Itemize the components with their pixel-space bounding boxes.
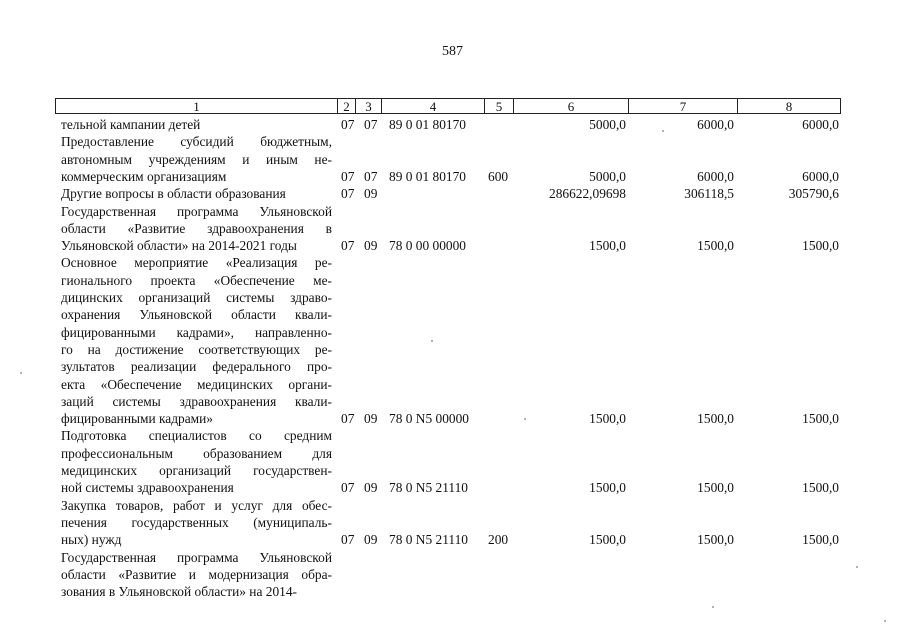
row-description-line: екта «Обеспечение медицинских органи- (61, 376, 332, 392)
cell-c2 (341, 583, 361, 601)
row-description-line: Закупка товаров, работ и услуг для обес- (61, 497, 332, 513)
row-description-line: Основное мероприятие «Реализация ре- (61, 255, 332, 271)
cell-c6: 5000,0 (589, 168, 626, 184)
row-description-line: Предоставление субсидий бюджетным, (61, 134, 332, 150)
cell-c4: 78 0 N5 00000 (389, 411, 469, 427)
cell-c6: 5000,0 (589, 117, 626, 132)
cell-c3: 09 (364, 411, 378, 427)
cell-c7: 1500,0 (697, 411, 734, 427)
cell-c3: 07 (364, 117, 378, 132)
row-description-line: Подготовка специалистов со средним (61, 428, 332, 444)
column-header-3: 3 (355, 98, 382, 114)
cell-c8: 1500,0 (802, 480, 839, 496)
cell-c3: 07 (364, 168, 378, 184)
scan-speck (20, 372, 22, 374)
cell-c6 (520, 583, 626, 601)
cell-c7: 1500,0 (697, 238, 734, 254)
row-description-line: области «Развитие здравоохранения в (61, 220, 332, 236)
cell-c4: 78 0 N5 21110 (389, 480, 468, 496)
cell-c5 (488, 479, 518, 497)
cell-c5 (488, 410, 518, 428)
cell-c2: 07 (341, 168, 355, 184)
cell-c7: 306118,5 (684, 186, 734, 202)
cell-c4 (389, 583, 481, 601)
row-description-line: ных) нужд (61, 532, 122, 548)
row-description-line: Другие вопросы в области образования (61, 186, 286, 202)
cell-c4: 78 0 00 00000 (389, 238, 466, 254)
row-description-line: зультатов реализации федерального про- (61, 359, 332, 375)
scan-speck (431, 340, 433, 342)
cell-c5 (488, 583, 518, 601)
row-description-line: области «Развитие и модернизация обра- (61, 566, 332, 582)
page-number: 587 (442, 44, 463, 59)
scan-speck (856, 566, 858, 568)
row-description-line: фицированными кадрами», направленно- (61, 324, 332, 340)
cell-c2: 07 (341, 411, 355, 427)
cell-c5: 600 (488, 168, 509, 184)
cell-c8: 1500,0 (802, 411, 839, 427)
column-header-5: 5 (484, 98, 514, 114)
cell-c8: 1500,0 (802, 238, 839, 254)
row-description-line: заций системы здравоохранения квали- (61, 393, 332, 409)
cell-c2: 07 (341, 186, 355, 202)
cell-c7: 1500,0 (697, 480, 734, 496)
row-description-line: профессиональным образованием для (61, 445, 332, 461)
cell-c5 (488, 116, 518, 134)
row-description-line: гионального проекта «Обеспечение ме- (61, 272, 332, 288)
cell-c2: 07 (341, 532, 355, 548)
cell-c4: 78 0 N5 21110 (389, 532, 468, 548)
row-description-line: медицинских организаций государствен- (61, 463, 332, 478)
cell-c2: 07 (341, 480, 355, 496)
cell-c6: 1500,0 (589, 480, 626, 496)
row-description-line: Ульяновской области» на 2014-2021 годы (61, 238, 297, 254)
cell-c5 (488, 185, 518, 203)
row-description-line: автономным учреждениям и иным не- (61, 151, 332, 167)
cell-c7: 1500,0 (697, 532, 734, 548)
row-description-line: Государственная программа Ульяновской (61, 203, 332, 219)
cell-c3: 09 (364, 480, 378, 496)
cell-c8: 6000,0 (802, 168, 839, 184)
scan-speck (884, 620, 886, 622)
cell-c4: 89 0 01 80170 (389, 117, 466, 132)
cell-c8: 305790,6 (788, 186, 839, 202)
cell-c4 (389, 185, 481, 203)
row-description-line: ной системы здравоохранения (61, 480, 234, 496)
cell-c8 (740, 583, 839, 601)
cell-c4: 89 0 01 80170 (389, 168, 466, 184)
cell-c7: 6000,0 (697, 168, 734, 184)
cell-c3 (364, 583, 384, 601)
cell-c6: 286622,09698 (549, 186, 626, 202)
cell-c5: 200 (488, 532, 509, 548)
cell-c2: 07 (341, 238, 355, 254)
row-description-line: го на достижение соответствующих ре- (61, 341, 332, 357)
row-description-line: Государственная программа Ульяновской (61, 549, 332, 565)
cell-c6: 1500,0 (589, 411, 626, 427)
cell-c6: 1500,0 (589, 238, 626, 254)
cell-c2: 07 (341, 117, 355, 132)
row-description-line: фицированными кадрами» (61, 411, 214, 427)
scan-speck (712, 606, 714, 608)
cell-c3: 09 (364, 186, 378, 202)
column-header-2: 2 (337, 98, 356, 114)
cell-c3: 09 (364, 238, 378, 254)
column-header-4: 4 (381, 98, 485, 114)
cell-c6: 1500,0 (589, 532, 626, 548)
cell-c3: 09 (364, 532, 378, 548)
row-description-line: охранения Ульяновской области квали- (61, 307, 332, 323)
row-description-line: дицинских организаций системы здраво- (61, 290, 332, 305)
row-description-line: печения государственных (муниципаль- (61, 514, 332, 530)
cell-c5 (488, 237, 518, 255)
cell-c8: 6000,0 (802, 117, 839, 132)
cell-c7 (630, 583, 734, 601)
column-header-1: 1 (55, 98, 338, 114)
row-description-line: коммерческим организациям (61, 168, 227, 184)
column-header-8: 8 (737, 98, 841, 114)
row-description-line: тельной кампании детей (61, 117, 201, 132)
cell-c8: 1500,0 (802, 532, 839, 548)
column-header-7: 7 (628, 98, 738, 114)
row-description-line: зования в Ульяновской области» на 2014- (61, 584, 298, 600)
column-header-6: 6 (513, 98, 629, 114)
cell-c7: 6000,0 (697, 117, 734, 132)
